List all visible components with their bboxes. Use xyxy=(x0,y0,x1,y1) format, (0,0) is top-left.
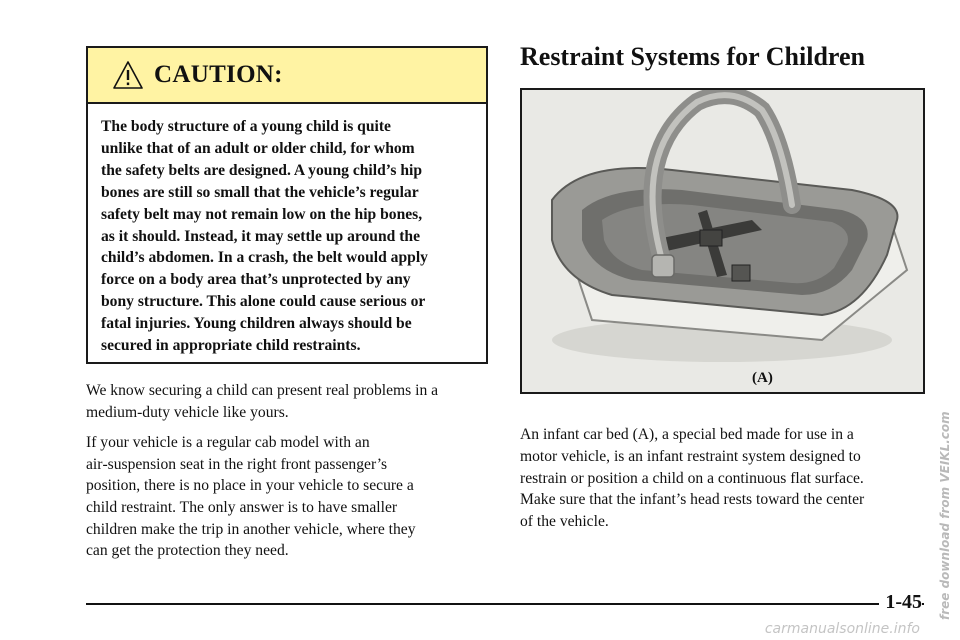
caution-body xyxy=(88,104,486,357)
caution-line: as it should. Instead, it may settle up around the xyxy=(101,227,421,245)
section-title: Restraint Systems for Children xyxy=(520,42,865,71)
caution-line: secured in appropriate child restraints. xyxy=(101,337,361,355)
footer-rule xyxy=(86,603,924,605)
infant-car-bed-illustration xyxy=(522,90,923,392)
caution-line: force on a body area that’s unprotected by any xyxy=(101,271,411,289)
caution-line: The body structure of a young child is quite xyxy=(101,118,391,135)
caution-line: bony structure. This alone could cause serious or xyxy=(101,293,426,311)
caution-title: CAUTION: xyxy=(154,61,283,88)
infant-car-bed-figure xyxy=(520,88,925,394)
caution-line: unlike that of an adult or older child, for whom xyxy=(101,139,415,157)
paragraph: If your vehicle is a regular cab model with an air‑suspension seat in the right front passenger’s position, there is no place in your vehicle to secure a child restraint. The only answer is to have smaller children make the trip in another vehicle, where they can get the protection they need. xyxy=(86,434,416,560)
left-column-text xyxy=(86,380,496,571)
caution-line: the safety belts are designed. A young child’s hip xyxy=(101,161,423,179)
caution-line: safety belt may not remain low on the hip bones, xyxy=(101,205,423,223)
paragraph: An infant car bed (A), a special bed made for use in a motor vehicle, is an infant restraint system designed to restrain or position a child on a continuous flat surface. Make sure that the infant’s head rests toward the center of the vehicle. xyxy=(520,426,865,531)
page-number: 1-45 xyxy=(879,591,922,614)
figure-label: (A) xyxy=(752,370,773,386)
paragraph: We know securing a child can present real problems in a medium‑duty vehicle like yours. xyxy=(86,382,439,421)
caution-header xyxy=(88,48,486,104)
bottom-watermark: carmanualsonline.info xyxy=(764,621,920,637)
warning-triangle-icon xyxy=(112,60,144,90)
caution-box xyxy=(86,46,488,364)
side-watermark: free download from VEIKL.com xyxy=(938,411,952,620)
caution-line: bones are still so small that the vehicle’s regular xyxy=(101,183,419,201)
caution-line: fatal injuries. Young children always should be xyxy=(101,315,412,333)
caution-line: child’s abdomen. In a crash, the belt would apply xyxy=(101,249,428,267)
right-column-text xyxy=(520,424,920,533)
